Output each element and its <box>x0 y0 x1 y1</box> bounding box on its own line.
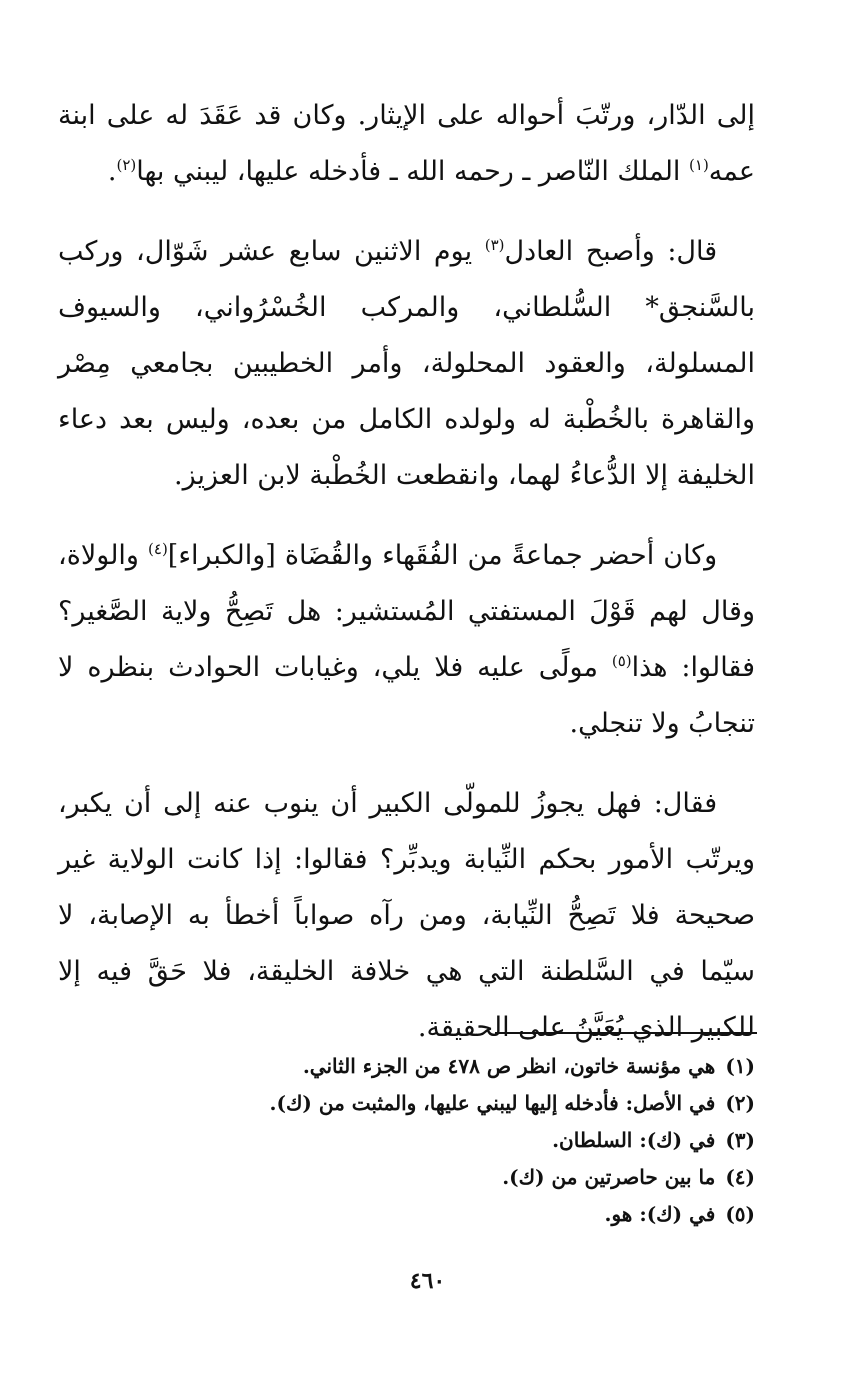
footnote-5 <box>100 1196 755 1233</box>
paragraph-1 <box>58 88 755 200</box>
text-run: يوم الاثنين سابع عشر شَوّال، وركب بالسَّنجق* السُّلطاني، والمركب الخُسْرُواني، والسيوف المسلولة، والعقود المحلولة، وأمر الخطيبين بجامعي مِصْر والقاهرة بالخُطْبة له ولولده الكامل من بعده، وليس بعد دعاء الخليفة إلا الدُّعاءُ لهما، وانقطعت الخُطْبة لابن العزيز. <box>58 236 755 491</box>
footnote-text: في (ك): هو. <box>604 1202 716 1226</box>
footnote-number: (٣) <box>725 1128 755 1152</box>
footnote-marker: (٤) <box>148 540 168 558</box>
paragraph-4 <box>58 776 755 1056</box>
footnote-number: (١) <box>725 1054 755 1078</box>
text-run: وكان أحضر جماعةً من الفُقَهاء والقُضَاة [والكبراء] <box>167 540 718 571</box>
paragraph-3 <box>58 528 755 752</box>
footnote-1 <box>100 1048 755 1085</box>
footnote-marker: (٥) <box>611 652 632 670</box>
footnotes <box>100 1048 755 1233</box>
footnote-number: (٥) <box>725 1202 755 1226</box>
text-run: إلى الدّار، ورتّبَ أحواله على الإيثار. وكان قد عَقَدَ له على ابنة عمه <box>58 100 755 187</box>
footnote-marker: (٢) <box>116 156 137 174</box>
footnote-2 <box>100 1085 755 1122</box>
footnote-number: (٢) <box>725 1091 755 1115</box>
page-number: ٤٦٠ <box>409 1268 446 1294</box>
footnote-text: ما بين حاصرتين من (ك). <box>502 1165 716 1189</box>
footnote-text: في (ك): السلطان. <box>552 1128 716 1152</box>
text-run: . <box>107 156 117 187</box>
paragraph-2 <box>58 224 755 504</box>
footnote-marker: (١) <box>689 156 709 174</box>
text-run: والولاة، وقال لهم قَوْلَ المستفتي المُستشير: هل تَصِحُّ ولاية الصَّغير؟ فقالوا: هذا <box>58 540 756 683</box>
footnote-number: (٤) <box>725 1165 755 1189</box>
footnote-3 <box>100 1122 755 1159</box>
main-text <box>58 88 755 1056</box>
footnote-separator <box>495 1032 757 1034</box>
footnote-marker: (٣) <box>484 236 505 254</box>
footnote-text: هي مؤنسة خاتون، انظر ص ٤٧٨ من الجزء الثاني. <box>302 1054 716 1078</box>
text-run: مولًى عليه فلا يلي، وغيابات الحوادث بنظره لا تنجابُ ولا تنجلي. <box>58 652 755 739</box>
footnote-4 <box>100 1159 755 1196</box>
footnote-text: في الأصل: فأدخله إليها ليبني عليها، والمثبت من (ك). <box>269 1091 716 1115</box>
text-run: الملك النّاصر ـ رحمه الله ـ فأدخله عليها، ليبني بها <box>136 156 690 187</box>
text-run: فقال: فهل يجوزُ للمولّى الكبير أن ينوب عنه إلى أن يكبر، ويرتّب الأمور بحكم النِّيابة ويدبِّر؟ فقالوا: إذا كانت الولاية غير صحيحة فلا تَصِحُّ النِّيابة، ومن رآه صواباً أخطأ به الإصابة، لا سيّما في السَّلطنة التي هي خلافة الخليقة، فلا حَقَّ فيه إلا للكبير الذي يُعَيَّنُ على الحقيقة. <box>58 788 755 1043</box>
text-run: قال: وأصبح العادل <box>504 236 718 267</box>
